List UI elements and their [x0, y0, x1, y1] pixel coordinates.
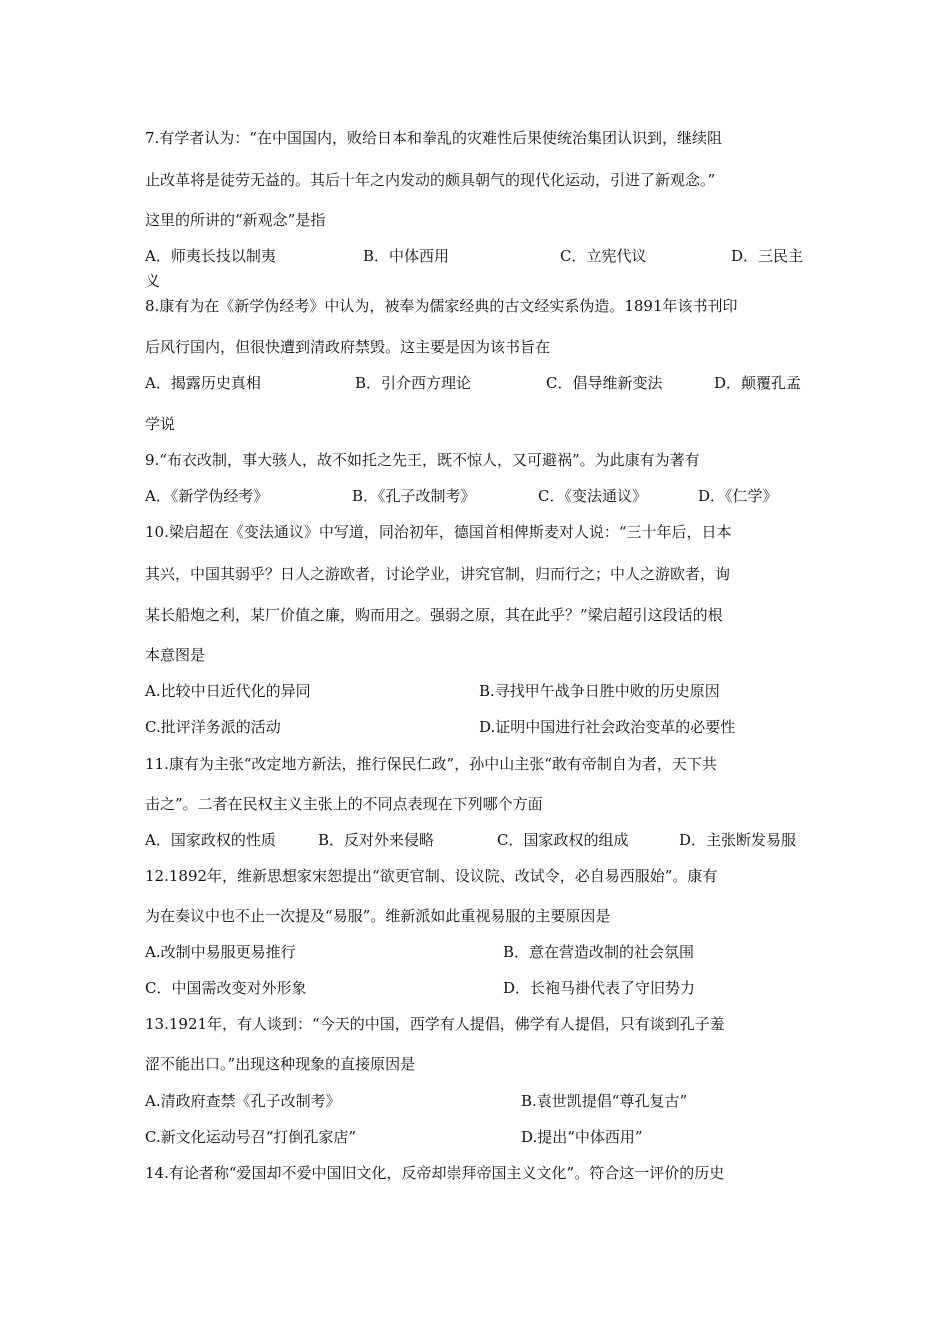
- question-12-stem-line-2: 为在奏议中也不止一次提及“易服”。维新派如此重视易服的主要原因是: [145, 907, 611, 925]
- question-8-option-d-continued: 学说: [145, 415, 176, 433]
- question-9-option-d: D．《仁学》: [698, 487, 778, 505]
- question-7-option-a: A．师夷长技以制夷: [145, 247, 276, 265]
- question-7-option-b: B．中体西用: [363, 247, 450, 265]
- question-13-option-b: B.袁世凯提倡“尊孔复古”: [521, 1092, 688, 1110]
- question-9-stem-line-1: 9.“布衣改制，事大骇人，故不如托之先王，既不惊人，又可避祸”。为此康有为著有: [145, 451, 700, 469]
- question-8-stem-line-1: 8.康有为在《新学伪经考》中认为，被奉为儒家经典的古文经实系伪造。1891年该书刊印: [145, 297, 738, 315]
- question-7-stem-line-3: 这里的所讲的“新观念”是指: [145, 211, 326, 229]
- question-8-option-a: A．揭露历史真相: [145, 374, 261, 392]
- question-11-option-a: A．国家政权的性质: [145, 831, 276, 849]
- question-9-option-a: A．《新学伪经考》: [145, 487, 269, 505]
- question-12-option-c: C．中国需改变对外形象: [145, 979, 307, 997]
- question-12-stem-line-1: 12.1892年，维新思想家宋恕提出“欲更官制、设议院、改试令，必自易西服始”。康有: [145, 867, 718, 885]
- question-12-option-d: D．长袍马褂代表了守旧势力: [503, 979, 696, 997]
- question-8-option-d: D．颠覆孔孟: [714, 374, 802, 392]
- question-12-option-a: A.改制中易服更易推行: [145, 943, 296, 961]
- question-13-option-a: A.清政府查禁《孔子改制考》: [145, 1092, 341, 1110]
- question-13-stem-line-2: 涩不能出口。”出现这种现象的直接原因是: [145, 1055, 416, 1073]
- question-11-option-b: B．反对外来侵略: [318, 831, 435, 849]
- question-10-option-a: A.比较中日近代化的异同: [145, 682, 311, 700]
- question-9-option-b: B．《孔子改制考》: [352, 487, 476, 505]
- question-10-stem-line-1: 10.梁启超在《变法通议》中写道，同治初年，德国首相俾斯麦对人说：“三十年后，日本: [145, 523, 732, 541]
- question-7-stem-line-2: 止改革将是徒劳无益的。其后十年之内发动的颇具朝气的现代化运动，引进了新观念。”: [145, 171, 716, 189]
- question-10-option-b: B.寻找甲午战争日胜中败的历史原因: [479, 682, 720, 700]
- question-10-option-c: C.批评洋务派的活动: [145, 718, 281, 736]
- question-7-stem-line-1: 7.有学者认为：“在中国国内，败给日本和拳乱的灾难性后果使统治集团认识到，继续阻: [145, 129, 722, 147]
- question-13-stem-line-1: 13.1921年，有人谈到：“今天的中国，西学有人提倡，佛学有人提倡，只有谈到孔子羞: [145, 1015, 725, 1033]
- question-7-option-c: C．立宪代议: [560, 247, 647, 265]
- question-14-stem-line-1: 14.有论者称“爱国却不爱中国旧文化，反帝却崇拜帝国主义文化”。符合这一评价的历史: [145, 1164, 725, 1182]
- question-11-stem-line-1: 11.康有为主张“改定地方新法，推行保民仁政”，孙中山主张“敢有帝制自为者，天下共: [145, 755, 717, 773]
- question-8-option-c: C．倡导维新变法: [546, 374, 663, 392]
- question-11-stem-line-2: 击之”。二者在民权主义主张上的不同点表现在下列哪个方面: [145, 795, 543, 813]
- question-8-option-b: B．引介西方理论: [355, 374, 472, 392]
- question-10-stem-line-2: 其兴，中国其弱乎？日人之游欧者，讨论学业，讲究官制，归而行之；中人之游欧者，询: [145, 565, 731, 583]
- question-7-option-d-continued: 义: [145, 272, 161, 290]
- question-10-option-d: D.证明中国进行社会政治变革的必要性: [479, 718, 736, 736]
- question-13-option-d: D.提出“中体西用”: [521, 1128, 643, 1146]
- question-9-option-c: C．《变法通议》: [538, 487, 647, 505]
- question-11-option-c: C．国家政权的组成: [497, 831, 629, 849]
- question-11-option-d: D．主张断发易服: [679, 831, 797, 849]
- question-10-stem-line-3: 某长船炮之利，某厂价值之廉，购而用之。强弱之原，其在此乎？”梁启超引这段话的根: [145, 606, 723, 624]
- question-12-option-b: B．意在营造改制的社会氛围: [503, 943, 695, 961]
- question-10-stem-line-4: 本意图是: [145, 646, 206, 664]
- question-8-stem-line-2: 后风行国内，但很快遭到清政府禁毁。这主要是因为该书旨在: [145, 338, 551, 356]
- question-7-option-d: D．三民主: [731, 247, 804, 265]
- question-13-option-c: C.新文化运动号召“打倒孔家店”: [145, 1128, 357, 1146]
